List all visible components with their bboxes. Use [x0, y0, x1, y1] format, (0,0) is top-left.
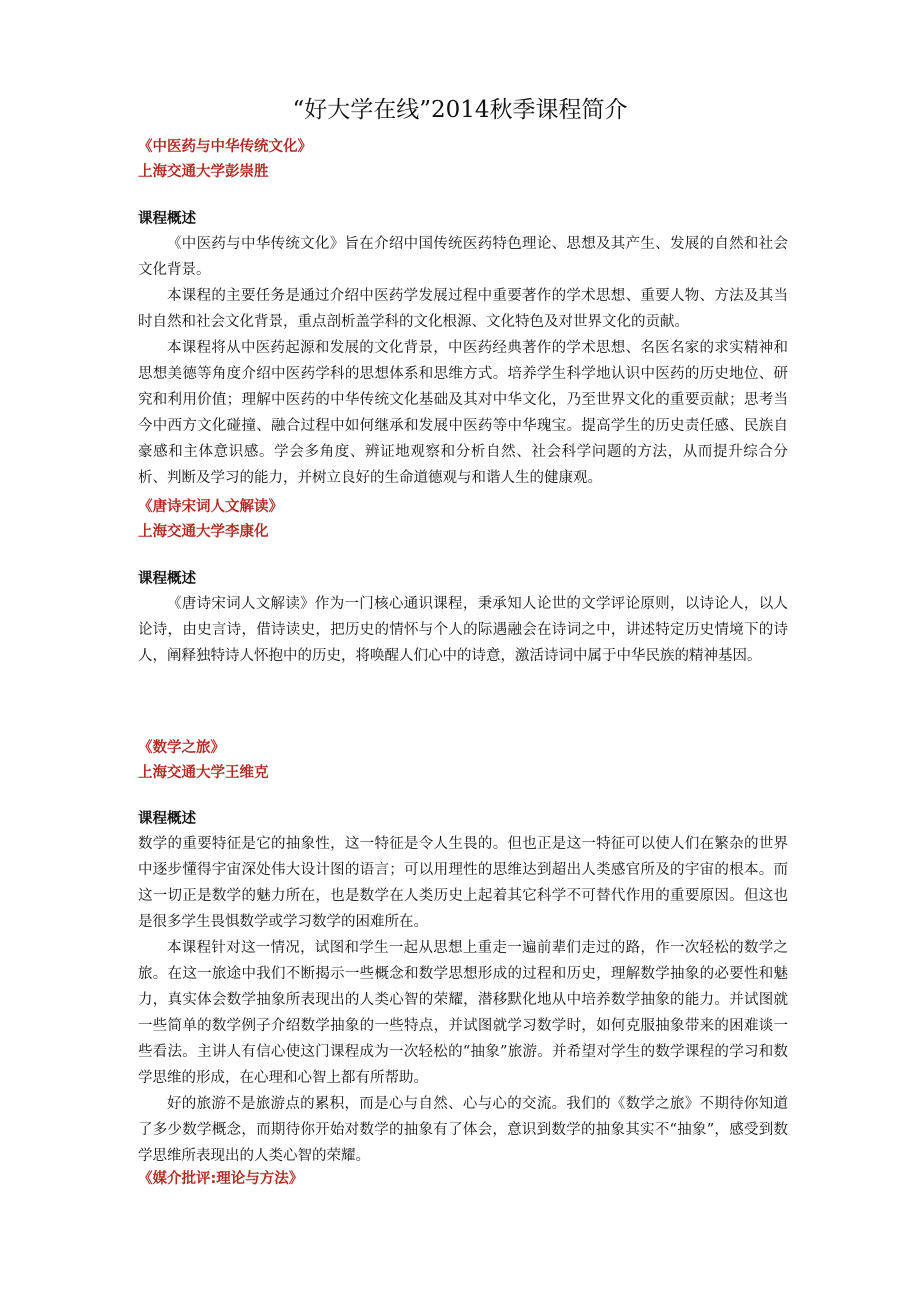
paragraph: 《唐诗宋词人文解读》作为一门核心通识课程，秉承知人论世的文学评论原则，以诗论人，以人论诗，由史言诗，借诗读史，把历史的情怀与个人的际遇融会在诗词之中，讲述特定历史情境下的诗人，阐释独特诗人怀抱中的历史，将唤醒人们心中的诗意，激活诗词中属于中华民族的精神基因。 [138, 596, 788, 664]
page-title: “好大学在线”2014秋季课程简介 [292, 97, 628, 123]
paragraph: 本课程将从中医药起源和发展的文化背景，中医药经典著作的学术思想、名医名家的求实精神和思想美德等角度介绍中医药学科的思想体系和思维方式。培养学生科学地认识中医药的历史地位、研究和利用价值；理解中医药的中华传统文化基础及其对中华文化，乃至世界文化的重要贡献；思考当今中西方文化碰撞、融合过程中如何继承和发展中医药等中华瑰宝。提高学生的历史责任感、民族自豪感和主体意识感。学会多角度、辨证地观察和分析自然、社会科学问题的方法，从而提升综合分析、判断及学习的能力，并树立良好的生命道德观与和谐人生的健康观。 [138, 340, 788, 486]
course-description [138, 831, 788, 1169]
course-teacher: 上海交通大学李康化 [138, 524, 269, 540]
course-name: 《唐诗宋词人文解读》 [138, 499, 283, 515]
course-name: 《数学之旅》 [138, 740, 225, 756]
paragraph: 本课程针对这一情况，试图和学生一起从思想上重走一遍前辈们走过的路，作一次轻松的数学之旅。在这一旅途中我们不断揭示一些概念和数学思想形成的过程和历史，理解数学抽象的必要性和魅力，真实体会数学抽象所表现出的人类心智的荣耀，潜移默化地从中培养数学抽象的能力。并试图就一些简单的数学例子介绍数学抽象的一些特点，并试图就学习数学时，如何克服抽象带来的困难谈一些看法。主讲人有信心使这门课程成为一次轻松的“抽象”旅游。并希望对学生的数学课程的学习和数学思维的形成，在心理和心智上都有所帮助。 [138, 940, 788, 1086]
course-name: 《中医药与中华传统文化》 [138, 139, 312, 155]
course-teacher: 上海交通大学王维克 [138, 765, 269, 781]
course-teacher: 上海交通大学彭崇胜 [138, 164, 269, 180]
course-description [138, 591, 788, 669]
paragraph: 好的旅游不是旅游点的累积，而是心与自然、心与心的交流。我们的《数学之旅》不期待你知道了多少数学概念，而期待你开始对数学的抽象有了体会，意识到数学的抽象其实不“抽象”，感受到数学思维所表现出的人类心智的荣耀。 [138, 1096, 788, 1164]
paragraph: 本课程的主要任务是通过介绍中医药学发展过程中重要著作的学术思想、重要人物、方法及其当时自然和社会文化背景，重点剖析盖学科的文化根源、文化特色及对世界文化的贡献。 [138, 288, 788, 330]
course-description [138, 231, 788, 491]
overview-label: 课程概述 [138, 211, 196, 227]
course-name: 《媒介批评:理论与方法》 [138, 1171, 304, 1187]
overview-label: 课程概述 [138, 811, 196, 827]
paragraph: 《中医药与中华传统文化》旨在介绍中国传统医药特色理论、思想及其产生、发展的自然和社会文化背景。 [138, 236, 788, 278]
paragraph: 数学的重要特征是它的抽象性，这一特征是令人生畏的。但也正是这一特征可以使人们在繁杂的世界中逐步懂得宇宙深处伟大设计图的语言；可以用理性的思维达到超出人类感官所及的宇宙的根本。而这一切正是数学的魅力所在，也是数学在人类历史上起着其它科学不可替代作用的重要原因。但这也是很多学生畏惧数学或学习数学的困难所在。 [138, 836, 788, 930]
overview-label: 课程概述 [138, 571, 196, 587]
